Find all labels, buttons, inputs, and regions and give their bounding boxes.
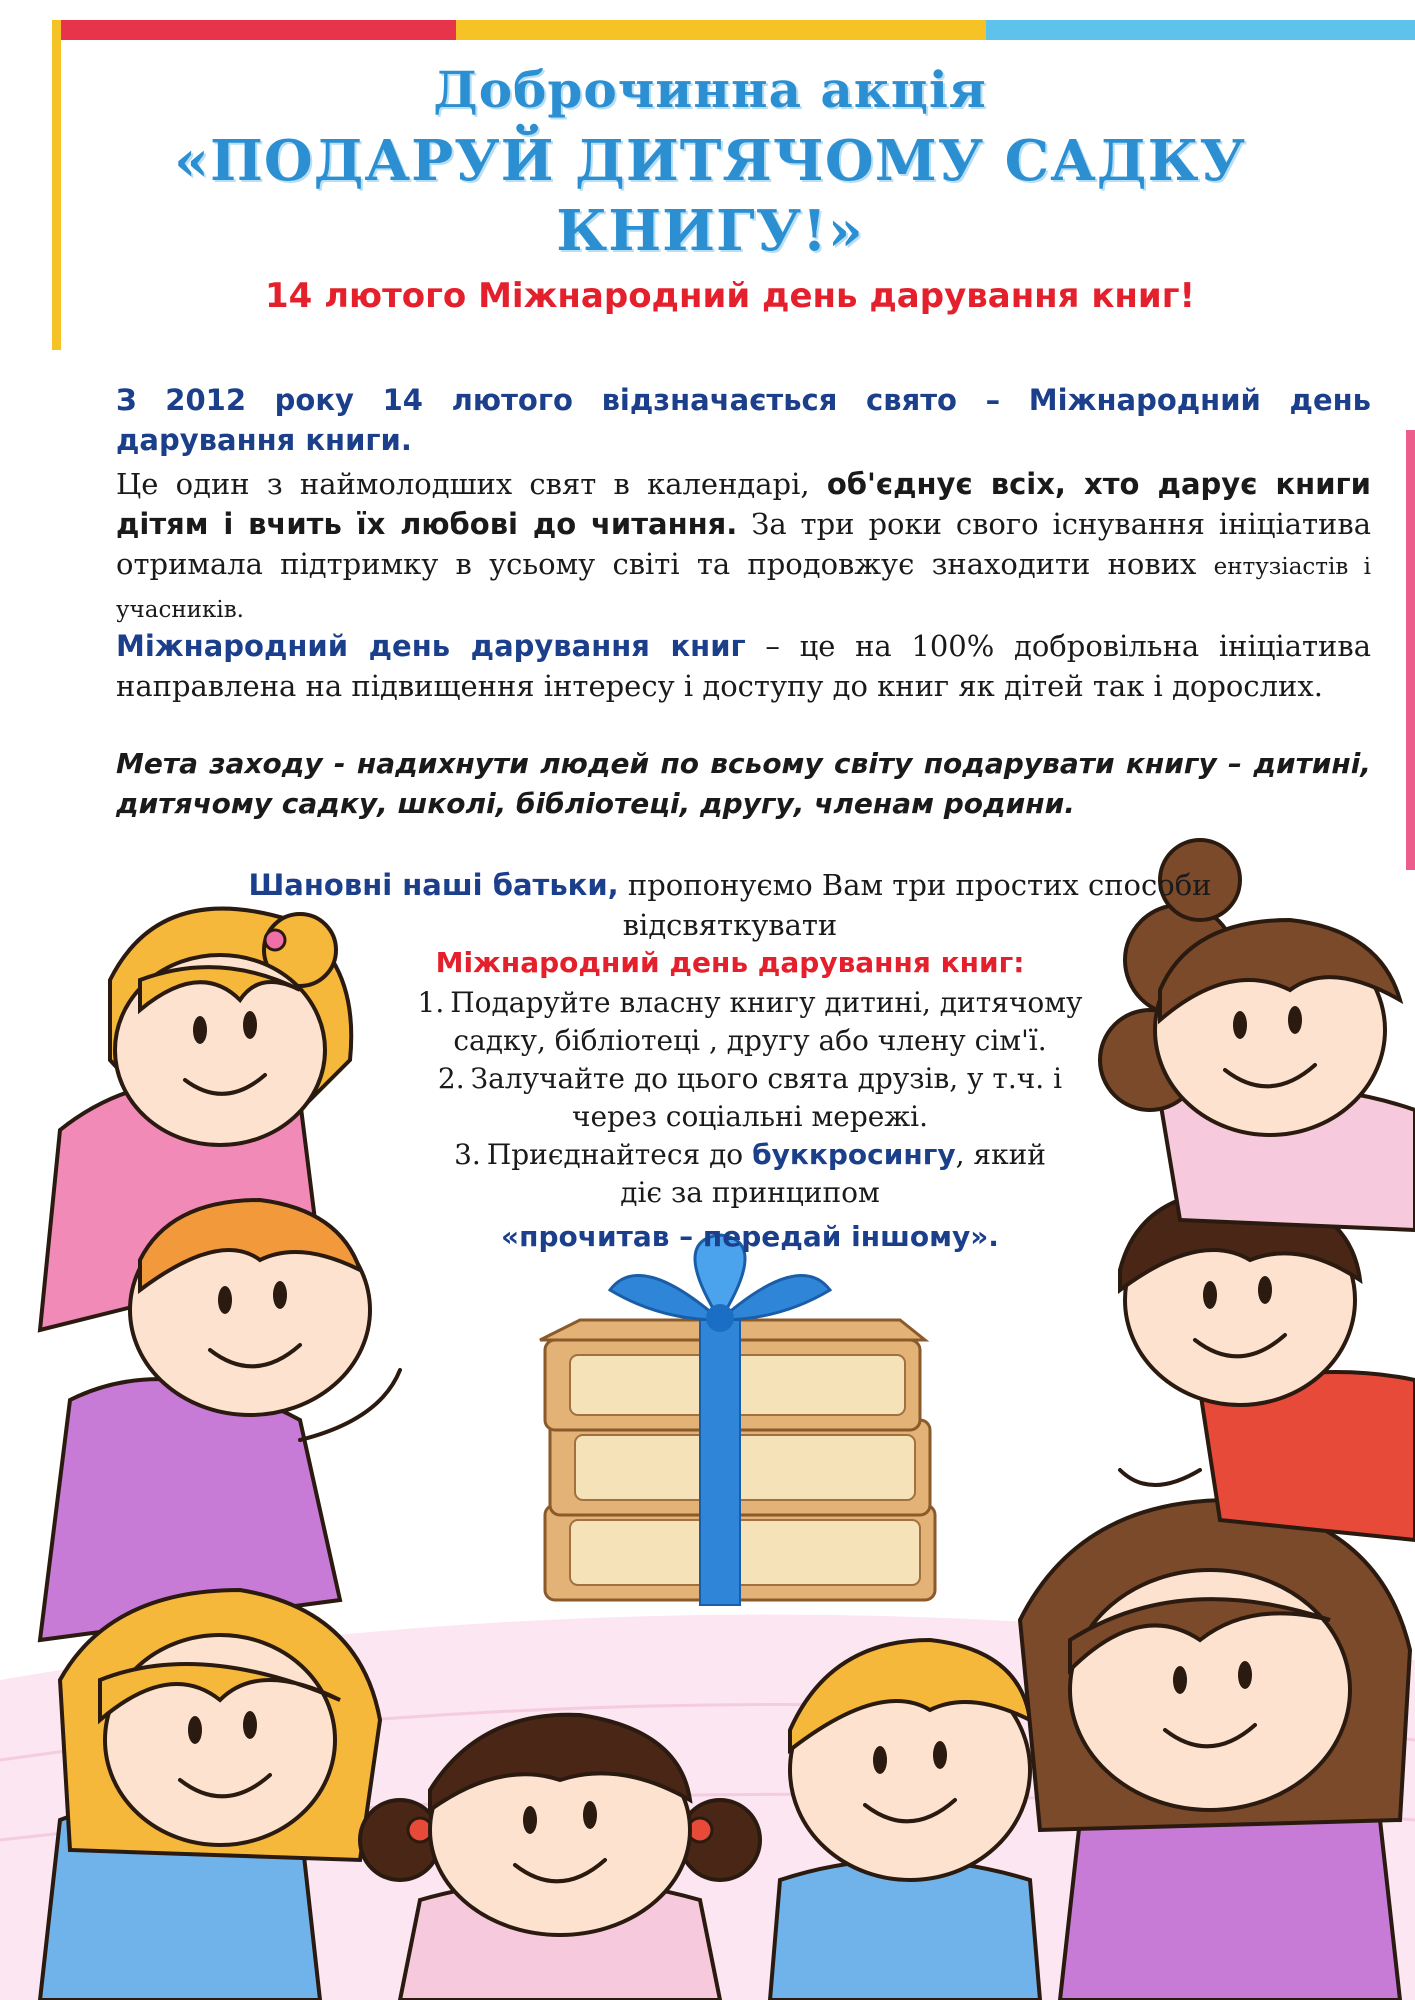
- title-line-2: «ПОДАРУЙ ДИТЯЧОМУ САДКУ: [174, 128, 1246, 194]
- way-1-line-1: Подаруйте власну книгу дитині, дитячому: [450, 986, 1083, 1019]
- invite-line-3: Міжнародний день дарування книг:: [435, 946, 1025, 979]
- invite-greeting: Шановні наші батьки,: [248, 868, 619, 902]
- paragraph-2: [116, 626, 1371, 706]
- way-2-cont: [360, 1098, 1140, 1136]
- way-3-line-1a: Приєднайтеся до: [486, 1138, 753, 1171]
- way-3-line-1c: , який: [955, 1138, 1046, 1171]
- way-3-cont: [360, 1174, 1140, 1212]
- title-line-3: КНИГУ!»: [556, 198, 864, 264]
- paragraph-1-part-1: Це один з наймолодших свят в календарі,: [116, 467, 827, 501]
- invite-line-1: [230, 866, 1230, 904]
- way-3-number: 3.: [454, 1138, 481, 1171]
- way-1: [360, 984, 1140, 1022]
- ways-list: [360, 984, 1140, 1212]
- book-stack-gift-icon: [540, 1235, 935, 1605]
- way-3: [360, 1136, 1140, 1174]
- paragraph-1-part-3: За три роки свого існування ініціатива отримала підтримку в усьому світі та продовжує знаходити нових: [116, 507, 1371, 581]
- paragraph-2-rest: – це на 100% добровільна ініціатива направлена на підвищення інтересу і доступу до книг як дітей так і дорослих.: [116, 629, 1371, 703]
- paragraph-1: [116, 464, 1371, 630]
- goal-text: Мета заходу - надихнути людей по всьому світу подарувати книгу – дитині, дитячому садку, школі, бібліотеці, другу, членам родини.: [116, 747, 1371, 820]
- paragraph-1-bold: об'єднує всіх, хто дарує книги дітям і вчить їх любові до читання.: [116, 467, 1371, 541]
- way-3-bookcrossing: буккросингу: [752, 1138, 956, 1171]
- title-line-1: Доброчинна акція: [433, 60, 987, 119]
- way-1-cont: [360, 1022, 1140, 1060]
- invite-line-2: відсвяткувати: [622, 908, 838, 942]
- way-2-line-1: Залучайте до цього свята друзів, у т.ч. і: [470, 1062, 1063, 1095]
- way-1-line-2: садку, бібліотеці , другу або члену сім'ї.: [453, 1024, 1047, 1057]
- slogan: «прочитав – передай іншому».: [501, 1220, 999, 1253]
- way-2-number: 2.: [437, 1062, 465, 1095]
- invite-text: пропонуємо Вам три простих способи: [618, 868, 1212, 902]
- way-1-number: 1.: [417, 986, 445, 1019]
- subtitle: 14 лютого Міжнародний день дарування книг!: [264, 276, 1196, 316]
- paragraph-2-highlight: Міжнародний день дарування книг: [116, 629, 746, 663]
- way-2-line-2: через соціальні мережі.: [572, 1100, 928, 1133]
- intro-text: З 2012 року 14 лютого відзначається свято – Міжнародний день дарування книги.: [116, 383, 1371, 457]
- way-3-line-2: діє за принципом: [620, 1176, 880, 1209]
- way-2: [360, 1060, 1140, 1098]
- paragraph-1-small: ентузіастів і учасників.: [116, 554, 1371, 623]
